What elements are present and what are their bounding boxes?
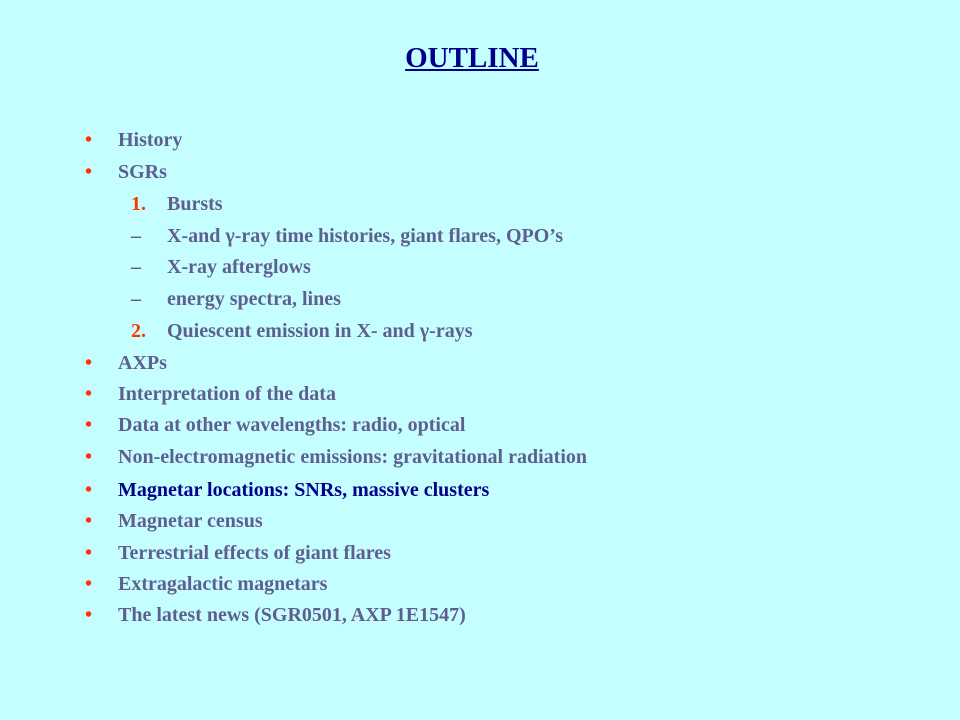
number-marker: 1.	[131, 193, 146, 215]
bullet-marker: •	[85, 383, 93, 405]
outline-item-text: Magnetar locations: SNRs, massive clusters	[118, 479, 490, 501]
number-marker: 2.	[131, 320, 146, 342]
bullet-marker: •	[85, 573, 93, 595]
outline-item-text: energy spectra, lines	[167, 288, 341, 310]
bullet-marker: •	[85, 604, 93, 626]
outline-item-text: The latest news (SGR0501, AXP 1E1547)	[118, 604, 466, 626]
outline-item-text: Magnetar census	[118, 510, 263, 532]
outline-item-text: Bursts	[167, 193, 223, 215]
bullet-marker: •	[85, 479, 93, 501]
bullet-marker: •	[85, 129, 93, 151]
bullet-marker: •	[85, 446, 93, 468]
outline-item-text: SGRs	[118, 161, 167, 183]
outline-item-text: Terrestrial effects of giant flares	[118, 542, 391, 564]
dash-marker: –	[131, 225, 141, 247]
outline-item-text: Interpretation of the data	[118, 383, 336, 405]
bullet-marker: •	[85, 542, 93, 564]
dash-marker: –	[131, 288, 141, 310]
outline-item-text: Quiescent emission in X- and γ-rays	[167, 320, 473, 342]
bullet-marker: •	[85, 510, 93, 532]
bullet-marker: •	[85, 414, 93, 436]
bullet-marker: •	[85, 161, 93, 183]
slide-title: OUTLINE	[405, 42, 539, 74]
outline-item-text: X-ray afterglows	[167, 256, 311, 278]
dash-marker: –	[131, 256, 141, 278]
outline-item-text: X-and γ-ray time histories, giant flares, QPO’s	[167, 225, 563, 247]
outline-item-text: Non-electromagnetic emissions: gravitational radiation	[118, 446, 588, 468]
outline-item-text: Data at other wavelengths: radio, optical	[118, 414, 466, 436]
outline-item-text: Extragalactic magnetars	[118, 573, 328, 595]
outline-item-text: AXPs	[118, 352, 167, 374]
outline-item-text: History	[118, 129, 183, 151]
bullet-marker: •	[85, 352, 93, 374]
